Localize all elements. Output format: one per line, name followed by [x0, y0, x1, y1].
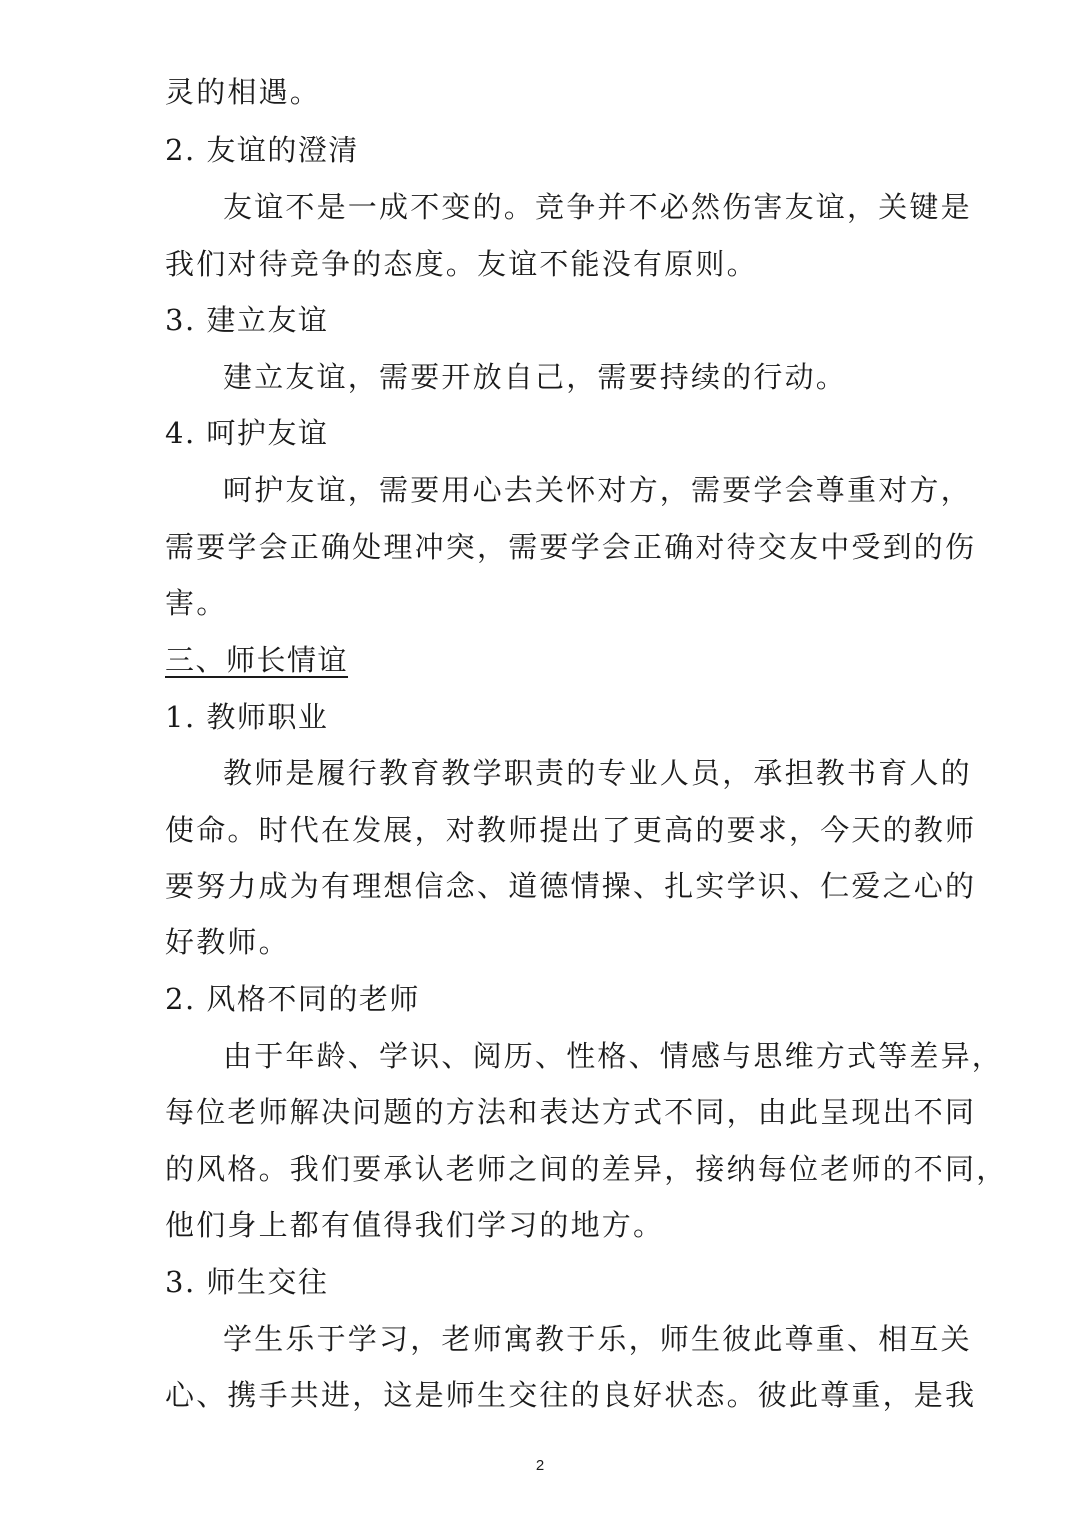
paragraph-line: 心、携手共进，这是师生交往的良好状态。彼此尊重，是我 [165, 1378, 977, 1412]
subheading-teacher-student-interaction: 3. 师生交往 [165, 1265, 329, 1299]
paragraph-line: 学生乐于学习，老师寓教于乐，师生彼此尊重、相互关 [223, 1322, 972, 1356]
subheading-friendship-clarification: 2. 友谊的澄清 [165, 133, 359, 167]
paragraph-line: 要努力成为有理想信念、道德情操、扎实学识、仁爱之心的 [165, 869, 977, 903]
page-number: 2 [535, 1457, 545, 1474]
paragraph-line: 由于年龄、学识、阅历、性格、情感与思维方式等差异， [223, 1039, 1004, 1073]
paragraph-line: 灵的相遇。 [165, 75, 322, 109]
paragraph-line: 教师是履行教育教学职责的专业人员，承担教书育人的 [223, 756, 972, 790]
paragraph-line: 的风格。我们要承认老师之间的差异，接纳每位老师的不同， [165, 1152, 1008, 1186]
paragraph-line: 使命。时代在发展，对教师提出了更高的要求，今天的教师 [165, 813, 977, 847]
subheading-protect-friendship: 4. 呵护友谊 [165, 416, 329, 450]
paragraph-line: 友谊不是一成不变的。竞争并不必然伤害友谊，关键是 [223, 190, 972, 224]
paragraph-line: 需要学会正确处理冲突，需要学会正确对待交友中受到的伤 [165, 530, 977, 564]
subheading-build-friendship: 3. 建立友谊 [165, 303, 329, 337]
paragraph-line: 害。 [165, 586, 228, 620]
paragraph-line: 呵护友谊，需要用心去关怀对方，需要学会尊重对方， [223, 473, 972, 507]
paragraph-line: 我们对待竞争的态度。友谊不能没有原则。 [165, 247, 758, 281]
paragraph-line: 每位老师解决问题的方法和表达方式不同，由此呈现出不同 [165, 1095, 977, 1129]
paragraph-line: 建立友谊，需要开放自己，需要持续的行动。 [223, 360, 848, 394]
paragraph-line: 他们身上都有值得我们学习的地方。 [165, 1208, 665, 1242]
section-title-teacher-relationship: 三、师长情谊 [165, 643, 349, 677]
subheading-teacher-profession: 1. 教师职业 [165, 700, 329, 734]
paragraph-line: 好教师。 [165, 925, 290, 959]
subheading-different-teachers: 2. 风格不同的老师 [165, 982, 420, 1016]
